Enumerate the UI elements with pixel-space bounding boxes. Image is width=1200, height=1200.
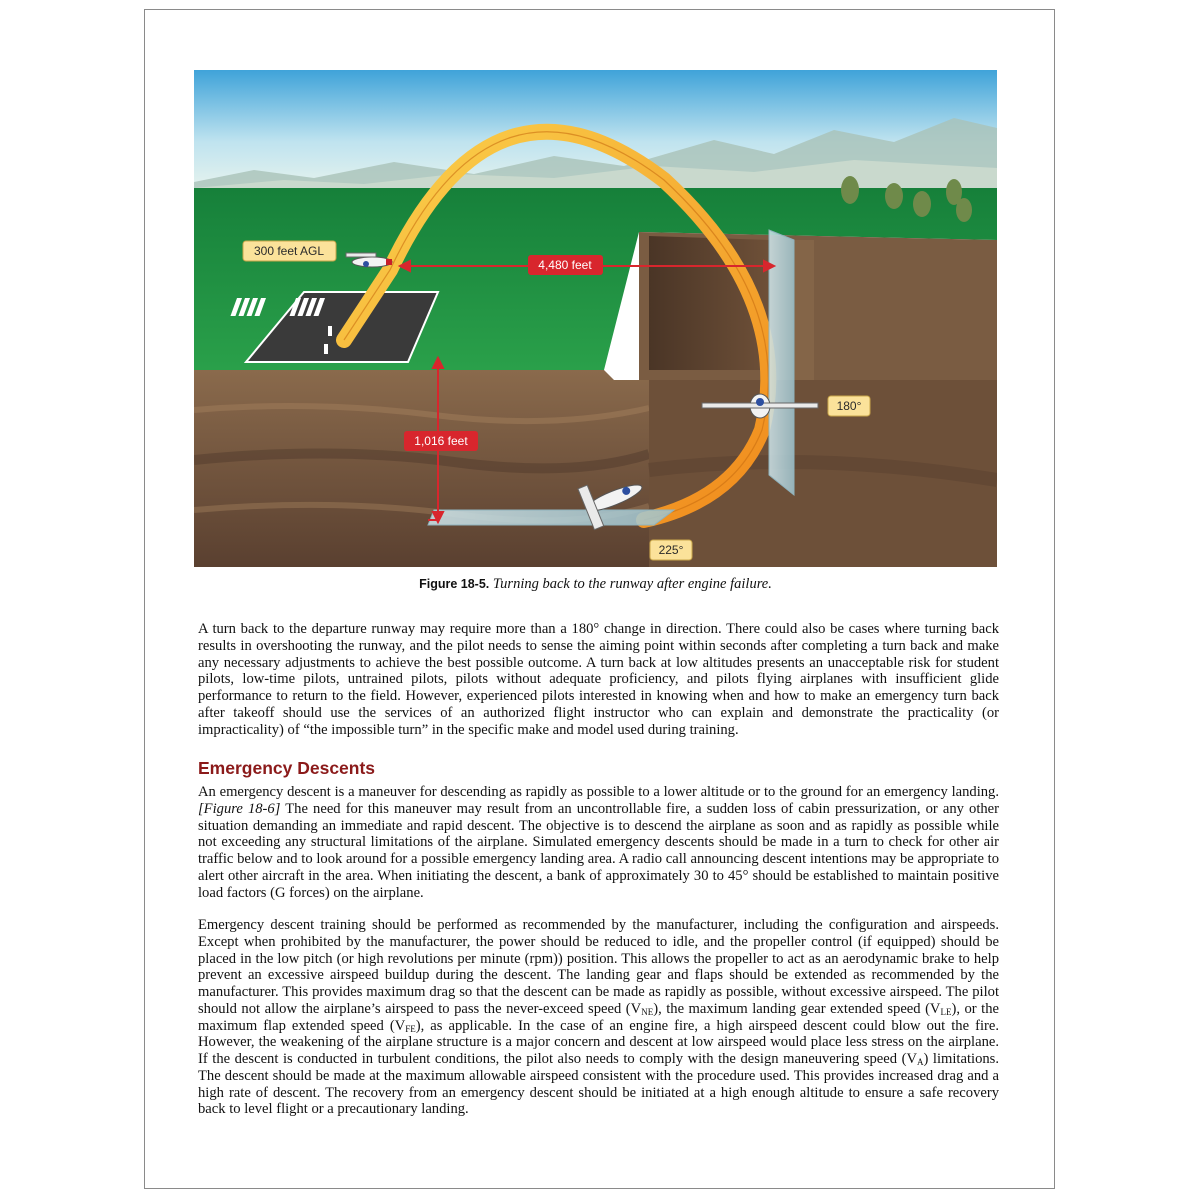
callout-180-deg (828, 396, 870, 416)
figure-number: Figure 18-5. (419, 577, 490, 591)
figure-reference: [Figure 18-6] (198, 800, 281, 817)
p2-text-a: An emergency descent is a maneuver for descending as rapidly as possible to a lower altitude or to the ground for an emergency landing. (198, 784, 999, 800)
p2-text-b: The need for this maneuver may result from an uncontrollable fire, a sudden loss of cabin pressurization, or any other situation demanding an immediate and rapid descent. The objective is to descend the airplane as soon and as rapidly as possible while not exceeding any structural limitations of the airplane. Simulated emergency descents should be made in a turn to check for other air traffic below and to look around for a possible emergency landing area. A radio call announcing descent intentions may be appropriate to alert other aircraft in the area. When initiating the descent, a bank of approximately 30 to 45° should be established to maintain positive load factors (G forces) on the airplane. (198, 800, 1000, 901)
p3-text-2: ), the maximum landing gear extended speed (V (653, 1000, 941, 1017)
figure-caption-text: Turning back to the runway after engine failure. (492, 576, 772, 592)
figure-illustration (194, 70, 997, 567)
callout-300-agl (243, 241, 336, 261)
subscript-ne: NE (641, 1006, 654, 1017)
label-300-agl: 300 feet AGL (253, 244, 325, 258)
subscript-a: A (917, 1057, 924, 1067)
label-225-deg: 225° (658, 543, 684, 557)
callout-4480-feet (528, 255, 603, 275)
callout-1016-feet (404, 431, 478, 451)
figure-caption (194, 576, 997, 593)
p3-text-4: ), as applicable. In the case of an engine fire, a high airspeed descent could blow out the fire. However, the weakening of the airplane structure is a major concern and descent at low airspeed would place less stress on the airplane. If the descent is conducted in turbulent conditions, the pilot also needs to comply with the design maneuvering speed (V (198, 1017, 999, 1067)
p3-text-5: ) limitations. The descent should be made at the maximum allowable airspeed consistent with the procedure used. This provides increased drag and a high rate of descent. The recovery from an emergency descent should be initiated at a high enough altitude to ensure a safe recovery back to level flight or a precautionary landing. (198, 1051, 999, 1118)
label-180-deg: 180° (836, 399, 862, 413)
ground-plane (428, 510, 674, 525)
p3-text-3: ), or the maximum flap extended speed (V (198, 1000, 999, 1034)
paragraph-emergency-descent-training (198, 917, 999, 1118)
section-heading: Emergency Descents (198, 758, 376, 778)
vertical-plane (769, 230, 794, 495)
callout-225-deg (650, 540, 692, 560)
subscript-le: LE (940, 1006, 952, 1017)
paragraph-emergency-descent-intro (198, 784, 999, 901)
label-1016-feet: 1,016 feet (414, 434, 468, 448)
paragraph-turnback: A turn back to the departure runway may require more than a 180° change in direction. There could also be cases where turning back results in overshooting the runway, and the pilot needs to sense the aiming point within seconds after completing a turn back and make any necessary adjustments to achieve the best possible outcome. A turn back at low altitudes presents an unacceptable risk for student pilots, low-time pilots, untrained pilots, pilots without adequate proficiency, and pilots flying airplanes with insufficient glide performance to return to the field. However, experienced pilots interested in knowing when and how to make an emergency turn back after takeoff should use the services of an authorized flight instructor who can explain and demonstrate the practicality (or impracticality) of “the impossible turn” in the specific make and model used during training. (198, 621, 999, 738)
turnback-diagram (194, 70, 997, 567)
subscript-fe: FE (405, 1023, 416, 1034)
label-4480-feet: 4,480 feet (538, 258, 592, 272)
p3-text-1: Emergency descent training should be performed as recommended by the manufacturer, including the configuration and airspeeds. Except when prohibited by the manufacturer, the power should be reduced to idle, and the propeller control (if equipped) should be placed in the low pitch (or high revolutions per minute (rpm)) position. This allows the propeller to act as an aerodynamic brake to help prevent an excessive airspeed buildup during the descent. The landing gear and flaps should be extended as recommended by the manufacturer. This provides maximum drag so that the descent can be made as rapidly as possible, without excessive airspeed. The pilot should not allow the airplane’s airspeed to pass the never-exceed speed (V (198, 917, 999, 1017)
